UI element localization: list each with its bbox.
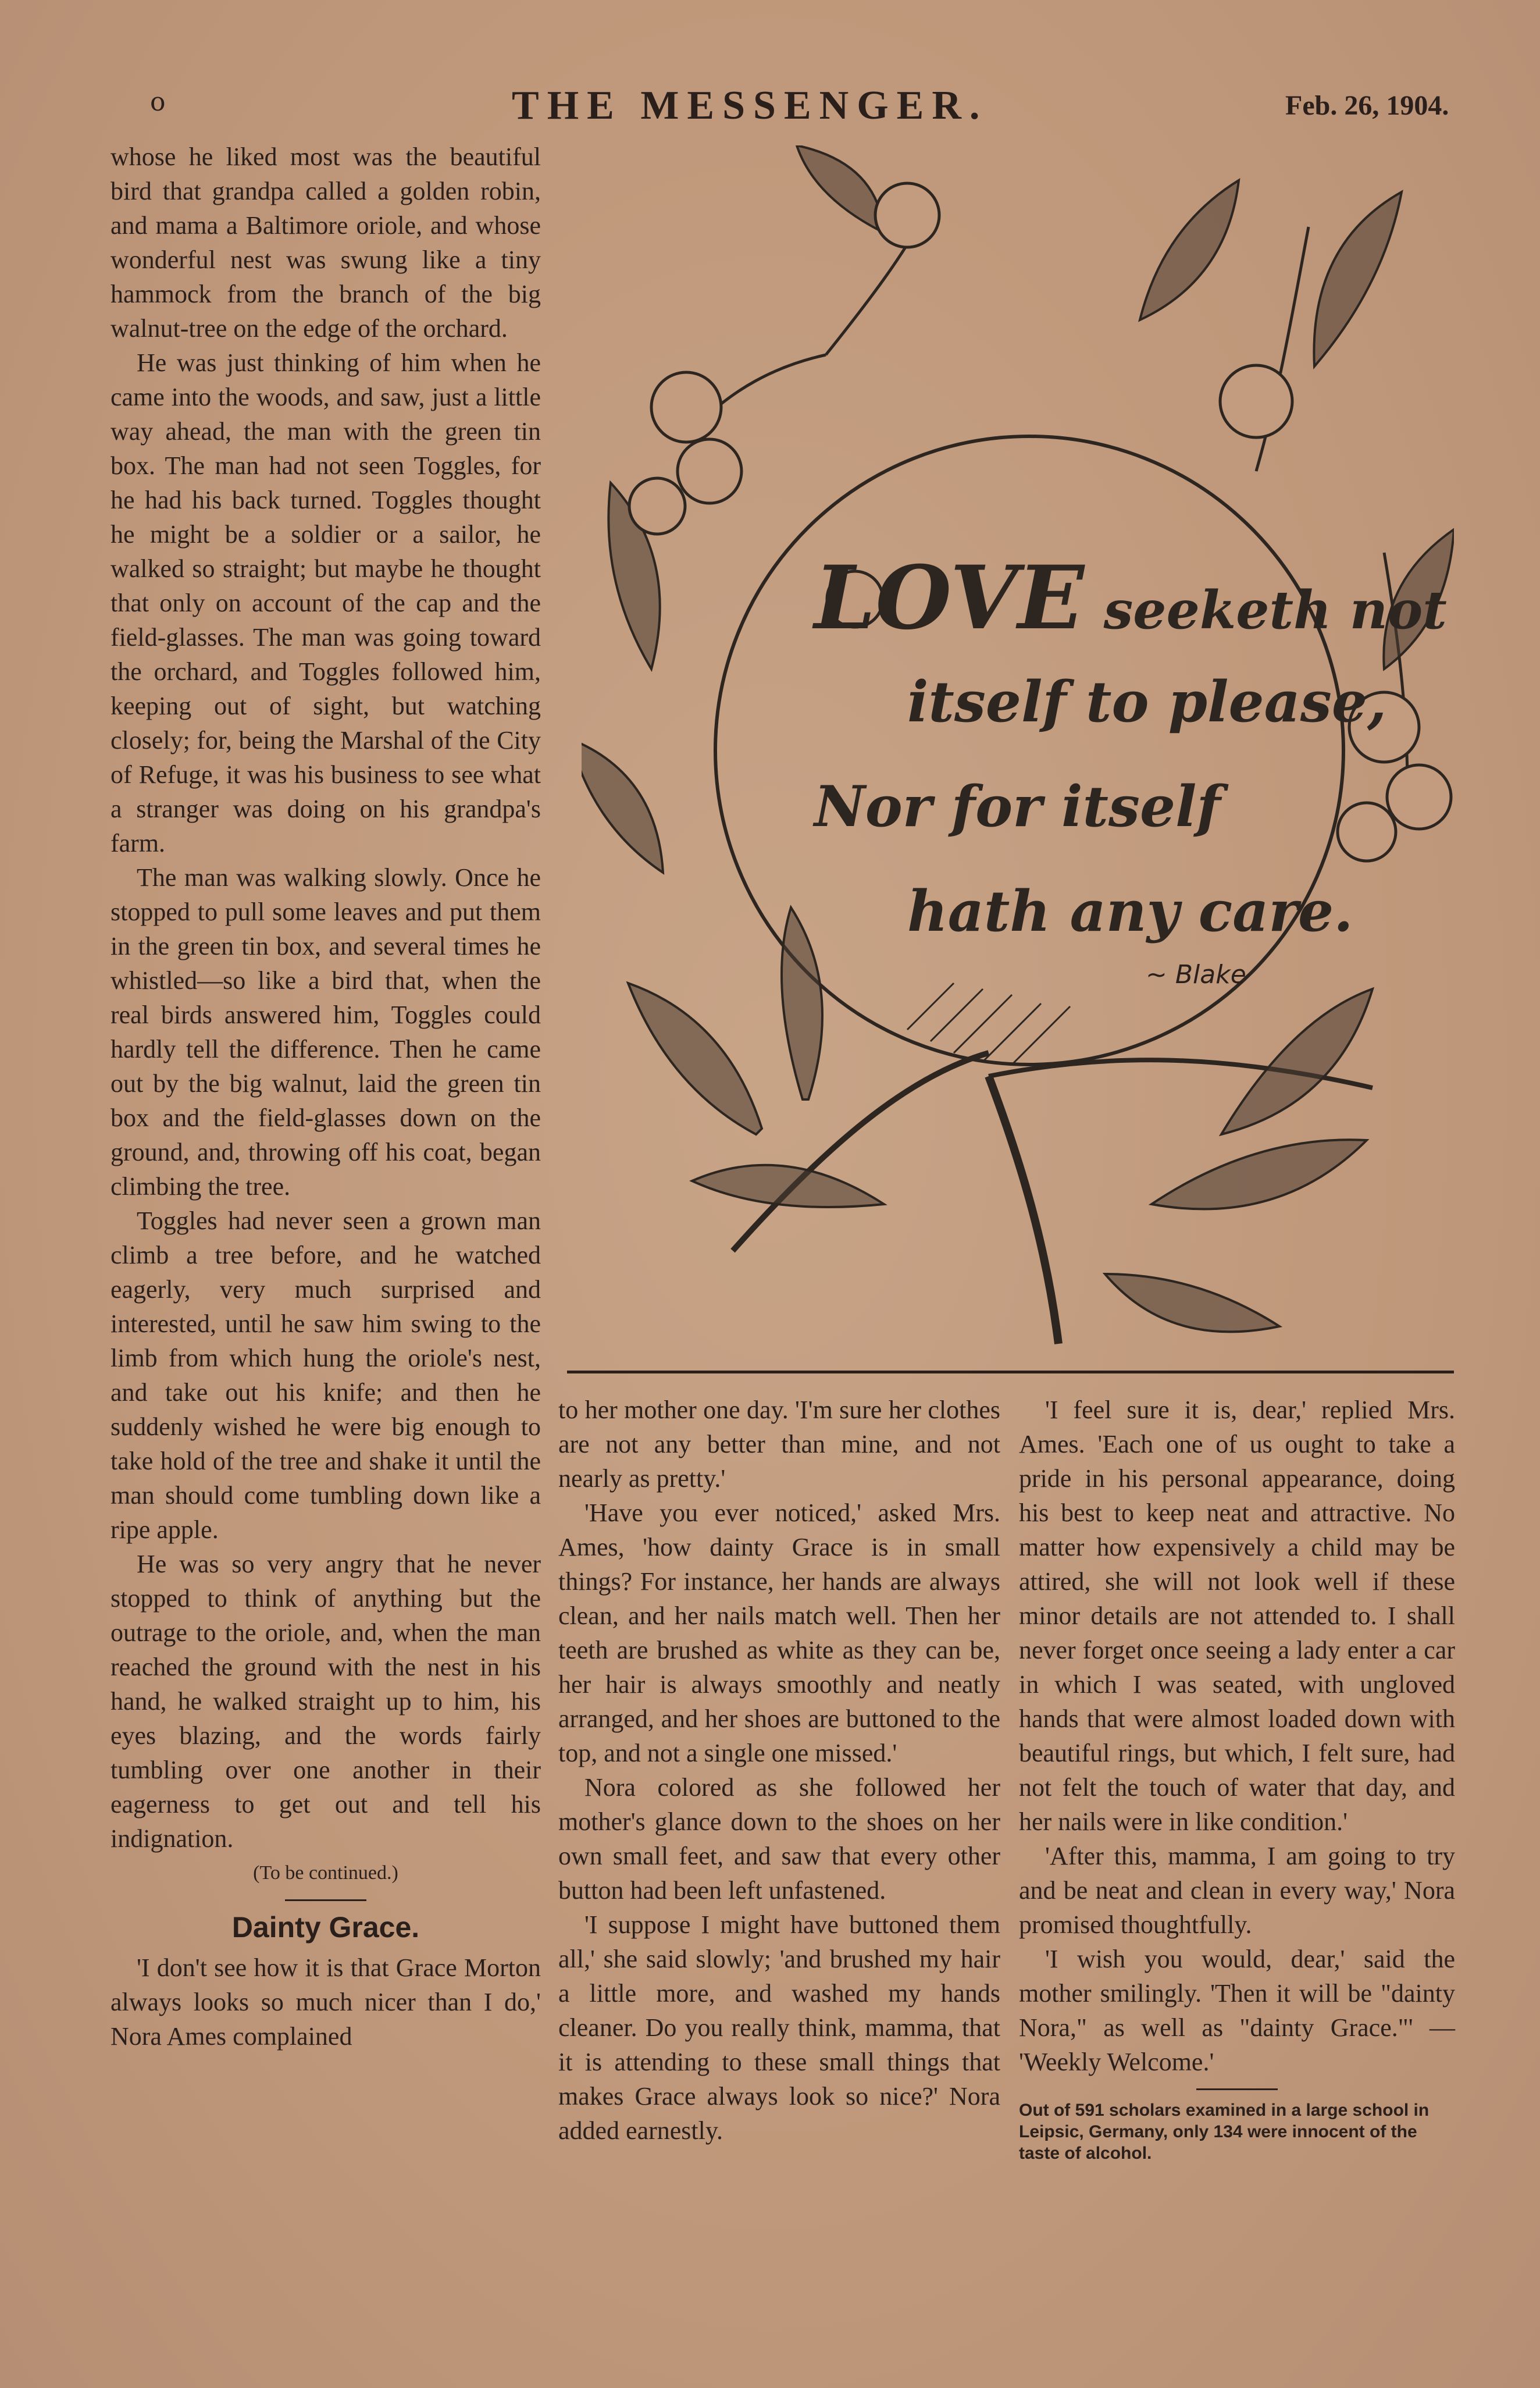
quote-line-1-rest: seeketh not [1103,579,1447,641]
quote-word-love: LOVE [814,547,1085,649]
paragraph: to her mother one day. 'I'm sure her clothes are not any better than mine, and not nearly as pretty.' [558,1396,1000,1493]
quote-line-1 [814,547,1447,649]
page-header [0,83,1540,134]
quote-attribution: ~ Blake [1146,960,1246,990]
temperance-note: Out of 591 scholars examined in a large school in Leipsic, Germany, only 134 were innocent of the taste of alcohol. [1019,2101,1430,2163]
to-be-continued: (To be continued.) [253,1862,398,1884]
section-divider [1196,2088,1278,2090]
paragraph: whose he liked most was the beautiful bird that grandpa called a golden robin, and mama a Baltimore oriole, and whose wonderful nest was swung like a tiny hammock from the branch of the big walnut-tree on the edge of the orchard. [110,143,541,343]
story-title: Dainty Grace. [231,1911,420,1944]
column-3 [1019,1393,1455,2164]
section-divider [285,1899,366,1901]
column-2 [558,1393,1000,2148]
paragraph: 'I don't see how it is that Grace Morton always looks so much nicer than I do,' Nora Ames complained [110,1953,541,2051]
quote-line-4: hath any care. [907,878,1353,944]
quote-line-3: Nor for itself [814,774,1221,839]
paragraph: 'I suppose I might have buttoned them all,' she said slowly; 'and brushed my hair a little more, and washed my hands cleaner. Do you really think, mamma, that it is attending to these small things that makes Grace always look so nice?' Nora added earnestly. [558,1910,1000,2145]
quote-line-2: itself to please, [907,669,1387,735]
wreath-drawing [582,145,1454,1361]
paragraph: 'Have you ever noticed,' asked Mrs. Ames, 'how dainty Grace is in small things? For instance, her hands are always clean, and her nails match well. Then her teeth are brushed as white as they can be, her hair is always smoothly and neatly arranged, and her shoes are buttoned to the top, and not a single one missed.' [558,1499,1000,1767]
floral-wreath-illustration [582,145,1454,1361]
horizontal-rule [567,1371,1454,1373]
masthead-title: THE MESSENGER. [512,83,988,128]
issue-date: Feb. 26, 1904. [1285,90,1449,121]
paragraph: Nora colored as she followed her mother's glance down to the shoes on her own small feet, and saw that every other button had been left unfastened. [558,1773,1000,1905]
paragraph: The man was walking slowly. Once he stopped to pull some leaves and put them in the green tin box, and several times he whistled—so like a bird that, when the real birds answered him, Toggles could hardly tell the difference. Then he came out by the big walnut, laid the green tin box and the field-glasses down on the ground, and, throwing off his coat, began climbing the tree. [110,863,541,1201]
paragraph: He was so very angry that he never stopped to think of anything but the outrage to the oriole, and, when the man reached the ground with the nest in his hand, he walked straight up to him, his eyes blazing, and the words fairly tumbling over one another in their eagerness to get out and tell his indignation. [110,1550,541,1853]
paragraph: 'I wish you would, dear,' said the mother smilingly. 'Then it will be "dainty Nora," as well as "dainty Grace."' — 'Weekly Welcome.' [1019,1945,1455,2076]
page-mark: o [150,87,166,117]
paragraph: 'I feel sure it is, dear,' replied Mrs. Ames. 'Each one of us ought to take a pride in his personal appearance, doing his best to keep neat and attractive. No matter how expensively a child may be attired, she will not look well if these minor details are not attended to. I shall never forget once seeing a lady enter a car in which I was seated, with ungloved hands that were almost loaded down with beautiful rings, but which, I felt sure, had not felt the touch of water that day, and her nails were in like condition.' [1019,1396,1455,1836]
paragraph: Toggles had never seen a grown man climb a tree before, and he watched eagerly, very much surprised and interested, until he saw him swing to the limb from which hung the oriole's nest, and take out his knife; and then he suddenly wished he were big enough to take hold of the tree and shake it until the man should come tumbling down like a ripe apple. [110,1207,541,1544]
paragraph: He was just thinking of him when he came into the woods, and saw, just a little way ahead, the man with the green tin box. The man had not seen Toggles, for he had his back turned. Toggles thought he might be a soldier or a sailor, he walked so straight; but maybe he thought that only on account of the cap and the field-glasses. The man was going toward the orchard, and Toggles followed him, keeping out of sight, but watching closely; for, being the Marshal of the City of Refuge, it was his business to see what a stranger was doing on his grandpa's farm. [110,348,541,857]
paragraph: 'After this, mamma, I am going to try and be neat and clean in every way,' Nora promised thoughtfully. [1019,1842,1455,1939]
column-1 [110,140,541,2054]
